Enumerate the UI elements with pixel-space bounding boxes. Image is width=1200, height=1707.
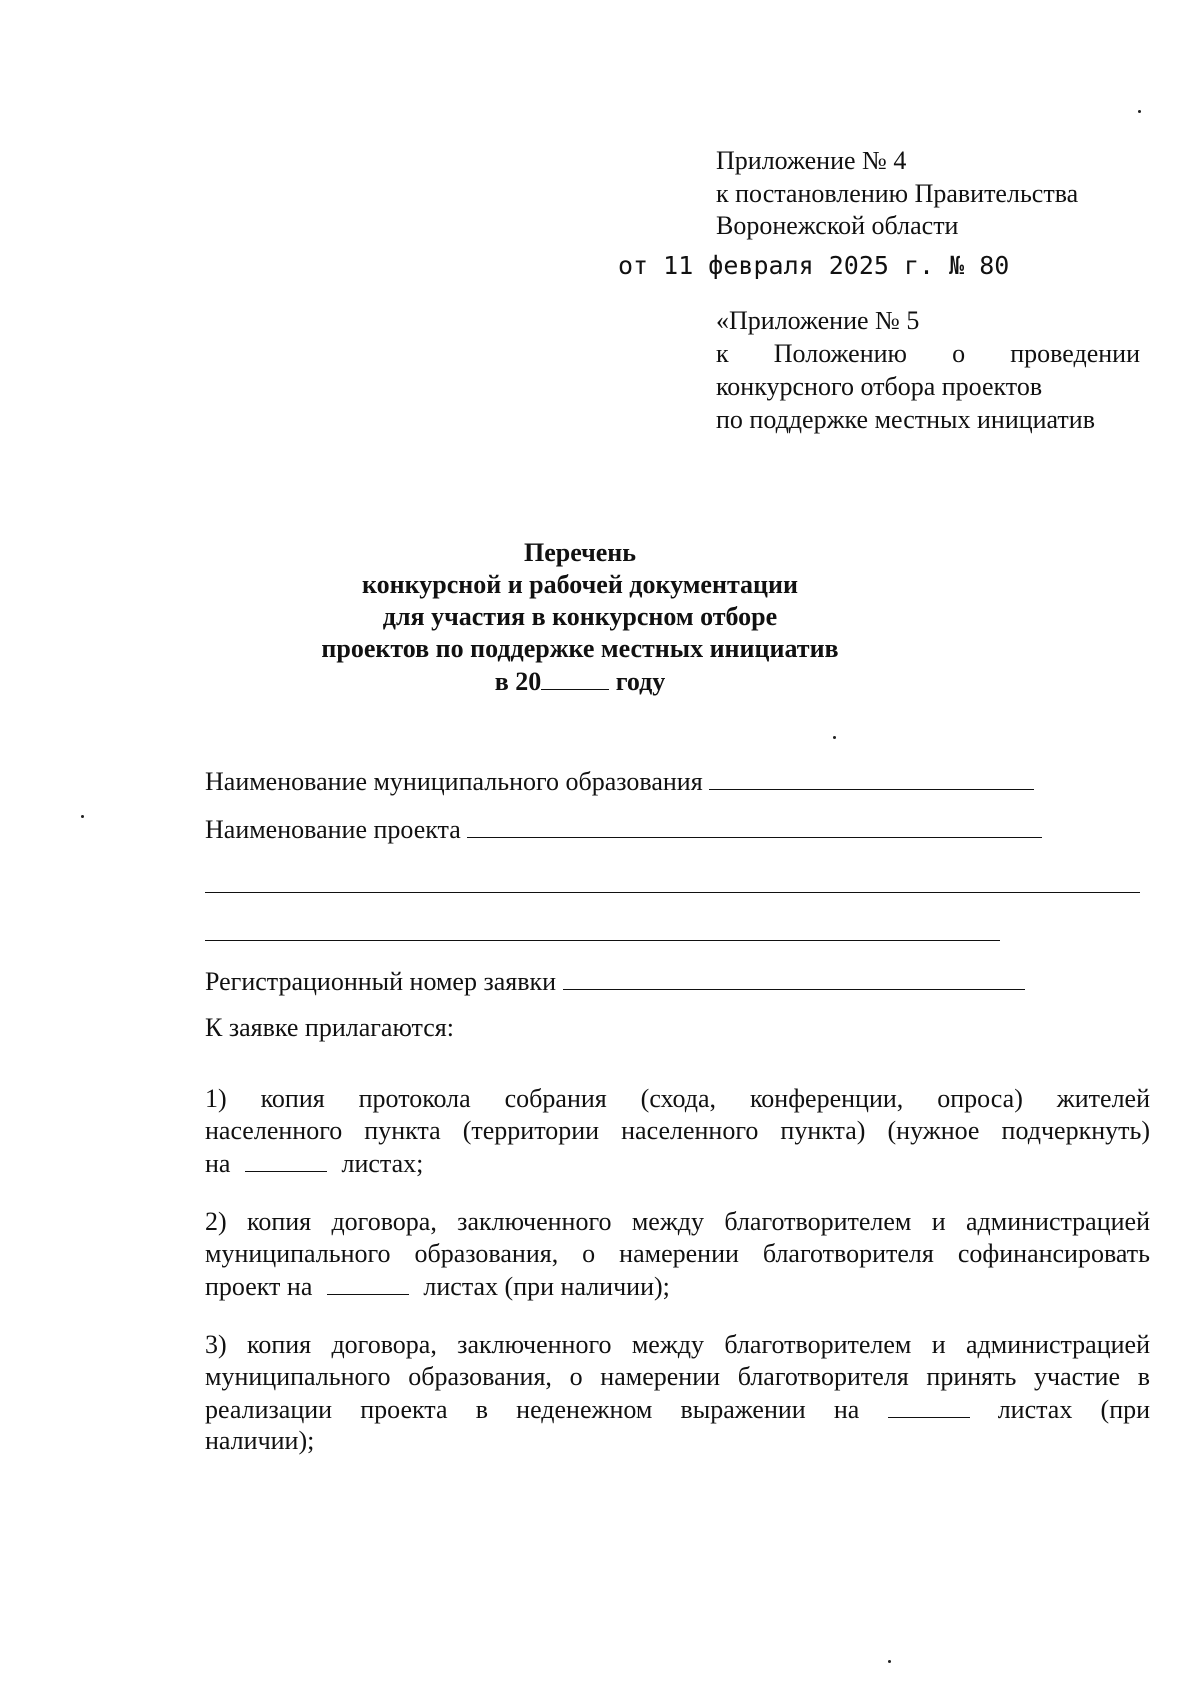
list-item-1-sheets-blank[interactable] [245, 1147, 327, 1172]
title-line-3: для участия в конкурсном отборе [382, 602, 778, 631]
municipality-label: Наименование муниципального образования [205, 767, 703, 796]
list-item-3-row-1: 3) копия договора, заключенного между благотворителем и администрацией [205, 1330, 1150, 1359]
list-item-1 [205, 1083, 1150, 1179]
list-item-1-prefix: на [205, 1149, 231, 1178]
annex-line-1: Приложение № 4 [716, 146, 907, 175]
list-item-1-suffix: листах; [341, 1149, 424, 1178]
project-field-row [205, 813, 1042, 846]
list-item-2-row-3 [205, 1270, 1150, 1302]
list-item-2-sheets-blank[interactable] [327, 1270, 409, 1295]
list-item-3-row-2: муниципального образования, о намерении благотворителя принять участие в [205, 1362, 1150, 1391]
list-item-2-row-2: муниципального образования, о намерении благотворителя софинансировать [205, 1239, 1150, 1268]
annex-inner-word-4: проведении [1010, 339, 1140, 368]
annex-inner-word-3: о [952, 339, 966, 368]
registration-blank[interactable] [563, 965, 1025, 990]
list-item-1-row-3 [205, 1147, 1150, 1179]
annex-line-2: к постановлению Правительства [716, 179, 1079, 208]
title-year-prefix: в 20 [494, 667, 542, 696]
list-item-3-row-4: наличии); [205, 1426, 315, 1455]
scan-speck [1138, 110, 1141, 113]
annex-inner-word-1: к [716, 339, 729, 368]
municipality-blank[interactable] [709, 765, 1034, 790]
scan-speck [888, 1660, 891, 1663]
annex-inner-word-2: Положению [773, 339, 907, 368]
annex-line-3: Воронежской области [716, 211, 959, 240]
title-line-5 [200, 665, 960, 698]
project-blank[interactable] [467, 813, 1042, 838]
annex-inner-line-2 [716, 338, 1140, 370]
project-continuation-line-1[interactable] [205, 892, 1140, 893]
list-item-1-row-1: 1) копия протокола собрания (схода, конференции, опроса) жителей [205, 1084, 1150, 1113]
list-item-3-row-3 [205, 1393, 1150, 1425]
list-item-2-row-1: 2) копия договора, заключенного между благотворителем и администрацией [205, 1207, 1150, 1236]
list-item-2-suffix: листах (при наличии); [423, 1272, 670, 1301]
list-item-2 [205, 1206, 1150, 1302]
list-item-1-row-2: населенного пункта (территории населенного пункта) (нужное подчеркнуть) [205, 1116, 1150, 1145]
scan-speck [833, 736, 836, 739]
year-blank[interactable] [541, 665, 609, 690]
registration-label: Регистрационный номер заявки [205, 967, 557, 996]
title-line-4: проектов по поддержке местных инициатив [321, 634, 839, 663]
registration-field-row [205, 965, 1025, 998]
title-line-2: конкурсной и рабочей документации [362, 570, 798, 599]
project-label: Наименование проекта [205, 815, 461, 844]
list-item-2-prefix: проект на [205, 1272, 313, 1301]
annex-inner-line-3: конкурсного отбора проектов [716, 372, 1043, 401]
list-item-3-suffix: листах (при [997, 1395, 1151, 1424]
title-year-suffix: году [615, 667, 666, 696]
annex-date-stamp: от 11 февраля 2025 г. № 80 [618, 251, 1010, 280]
attached-label: К заявке прилагаются: [205, 1013, 454, 1042]
list-item-3-sheets-blank[interactable] [888, 1393, 970, 1418]
annex-inner-line-4: по поддержке местных инициатив [716, 405, 1095, 434]
project-continuation-line-2[interactable] [205, 940, 1000, 941]
scan-speck [81, 815, 84, 818]
annex-inner-line-1: «Приложение № 5 [716, 306, 920, 335]
list-item-3-prefix: реализации проекта в неденежном выражении на [205, 1395, 860, 1424]
list-item-3 [205, 1329, 1150, 1457]
title-line-1: Перечень [523, 538, 637, 567]
municipality-field-row [205, 765, 1034, 798]
